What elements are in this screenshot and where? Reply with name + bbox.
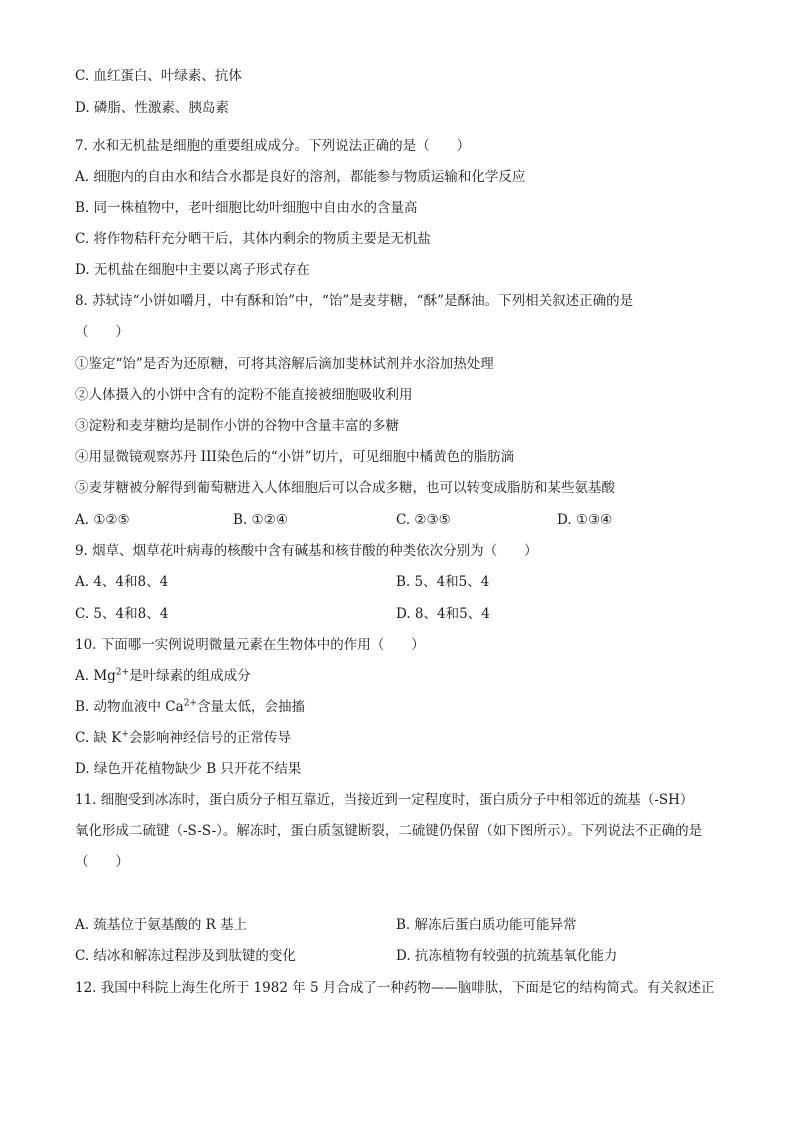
q11-option-b[interactable]: B. 解冻后蛋白质功能可能异常 <box>396 917 577 933</box>
q9-option-d[interactable]: D. 8、4和5、4 <box>396 606 490 622</box>
q11-stem-line1: 11. 细胞受到冰冻时，蛋白质分子相互靠近，当接近到一定程度时，蛋白质分子中相邻近的巯基（-SH） <box>75 792 694 808</box>
q7-stem: 7. 水和无机盐是细胞的重要组成成分。下列说法正确的是（ ） <box>75 138 471 154</box>
q8-option-d[interactable]: D. ①③④ <box>557 512 613 528</box>
q11-option-d[interactable]: D. 抗冻植物有较强的抗巯基氧化能力 <box>396 948 618 964</box>
q10-stem: 10. 下面哪一实例说明微量元素在生物体中的作用（ ） <box>75 637 425 653</box>
q11-answer-paren: （ ） <box>75 854 129 870</box>
q6-option-d[interactable]: D. 磷脂、性激素、胰岛素 <box>75 100 229 116</box>
q7-option-a[interactable]: A. 细胞内的自由水和结合水都是良好的溶剂，都能参与物质运输和化学反应 <box>75 169 526 185</box>
q8-statement-1: ①鉴定“饴”是否为还原糖，可将其溶解后滴加斐林试剂并水浴加热处理 <box>75 356 494 372</box>
q10-option-a-charge: 2+ <box>115 667 130 678</box>
q7-option-c[interactable]: C. 将作物秸秆充分晒干后，其体内剩余的物质主要是无机盐 <box>75 231 431 247</box>
q10-option-b-text: B. 动物血液中 Ca <box>75 699 184 715</box>
q8-statement-2: ②人体摄入的小饼中含有的淀粉不能直接被细胞吸收利用 <box>75 387 413 403</box>
q8-option-a[interactable]: A. ①②⑤ <box>75 512 130 528</box>
q10-option-b[interactable] <box>75 698 305 716</box>
q12-stem: 12. 我国中科院上海生化所于 1982 年 5 月合成了一种药物——脑啡肽，下面是它的结构简式。有关叙述正 <box>75 980 715 996</box>
q8-stem: 8. 苏轼诗“小饼如嚼月，中有酥和饴”中，“饴”是麦芽糖，“酥”是酥油。下列相关叙述正确的是 <box>75 293 634 309</box>
q10-option-c-charge: + <box>121 729 129 740</box>
q10-option-c[interactable] <box>75 729 291 747</box>
q8-option-b[interactable]: B. ①②④ <box>233 512 288 528</box>
q10-option-b-rest: 含量太低，会抽搐 <box>196 699 305 715</box>
q10-option-b-charge: 2+ <box>183 698 197 709</box>
q7-option-b[interactable]: B. 同一株植物中，老叶细胞比幼叶细胞中自由水的含量高 <box>75 200 418 216</box>
q6-option-c[interactable]: C. 血红蛋白、叶绿素、抗体 <box>75 68 242 84</box>
q8-statement-3: ③淀粉和麦芽糖均是制作小饼的谷物中含量丰富的多糖 <box>75 418 399 434</box>
q8-statement-4: ④用显微镜观察苏丹 III染色后的“小饼”切片，可见细胞中橘黄色的脂肪滴 <box>75 449 515 465</box>
q11-option-a[interactable]: A. 巯基位于氨基酸的 R 基上 <box>75 917 248 933</box>
q10-option-a-text: A. Mg <box>75 668 116 684</box>
q10-option-c-text: C. 缺 K <box>75 730 122 746</box>
q11-option-c[interactable]: C. 结冰和解冻过程涉及到肽键的变化 <box>75 948 296 964</box>
q9-stem: 9. 烟草、烟草花叶病毒的核酸中含有碱基和核苷酸的种类依次分别为（ ） <box>75 543 538 559</box>
q9-option-c[interactable]: C. 5、4和8、4 <box>75 606 169 622</box>
q9-option-b[interactable]: B. 5、4和5、4 <box>396 574 490 590</box>
q7-option-d[interactable]: D. 无机盐在细胞中主要以离子形式存在 <box>75 262 310 278</box>
q9-option-a[interactable]: A. 4、4和8、4 <box>75 574 169 590</box>
q10-option-c-rest: 会影响神经信号的正常传导 <box>128 730 291 746</box>
q8-statement-5: ⑤麦芽糖被分解得到葡萄糖进入人体细胞后可以合成多糖，也可以转变成脂肪和某些氨基酸 <box>75 480 615 496</box>
q8-option-c[interactable]: C. ②③⑤ <box>396 512 451 528</box>
q11-stem-line2: 氧化形成二硫键（-S-S-）。解冻时，蛋白质氢键断裂，二硫键仍保留（如下图所示）。下列说法不正确的是 <box>75 823 703 839</box>
q8-answer-paren: （ ） <box>75 324 129 340</box>
q10-option-a[interactable] <box>75 667 251 685</box>
q10-option-a-rest: 是叶绿素的组成成分 <box>129 668 251 684</box>
q10-option-d[interactable]: D. 绿色开花植物缺少 B 只开花不结果 <box>75 761 302 777</box>
